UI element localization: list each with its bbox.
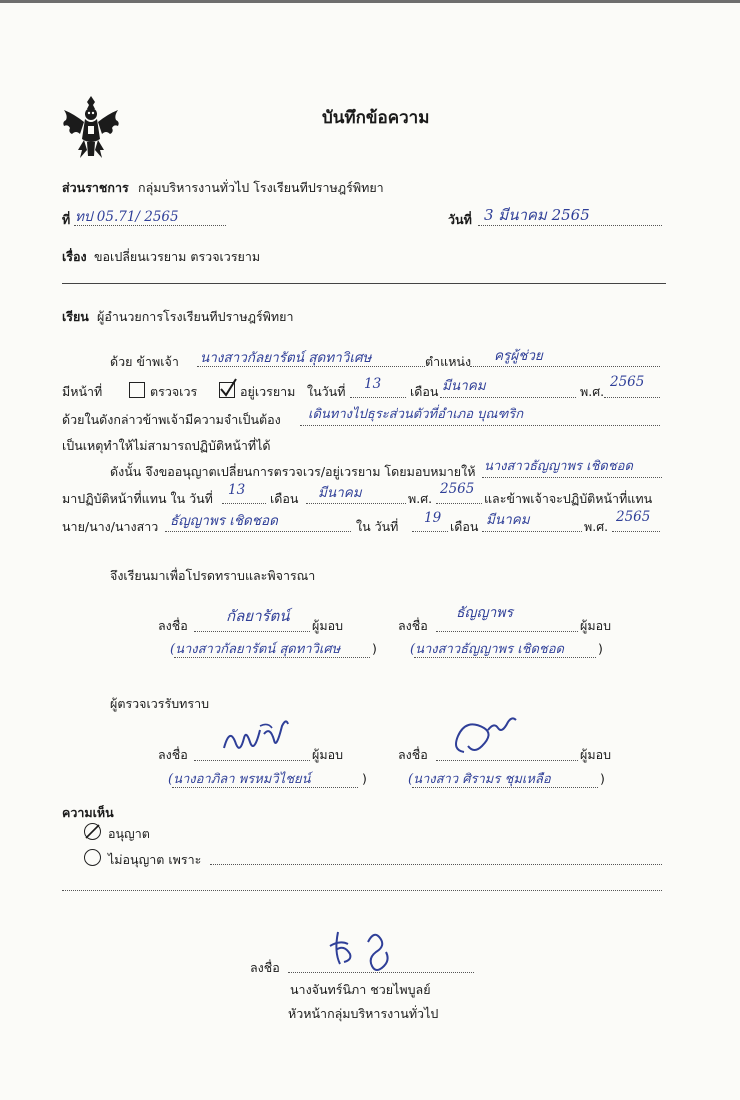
ret-month-label: เดือน	[450, 519, 479, 534]
reason: เดินทางไปธุระส่วนตัวที่อำเภอ บุณฑริก	[308, 407, 524, 422]
month: มีนาคม	[442, 378, 486, 394]
cannot-text: เป็นเหตุทำให้ไม่สามารถปฏิบัติหน้าที่ได้	[62, 438, 271, 453]
sub-suffix: และข้าพเจ้าจะปฏิบัติหน้าที่แทน	[484, 491, 653, 506]
inspect-checkbox[interactable]	[129, 382, 145, 398]
s3-printed-name: (นางอาภิลา พรหมวิไชยน์	[168, 772, 311, 787]
s4-sign-label: ลงชื่อ	[398, 747, 428, 762]
ret-on: ใน วันที่	[356, 519, 399, 534]
year-label: พ.ศ.	[580, 384, 605, 399]
agency-value: กลุ่มบริหารงานทั่วไป โรงเรียนทีปราษฎร์พิทยา	[138, 180, 384, 195]
p1-position-label: ตำแหน่ง	[425, 354, 472, 369]
memo-title: บันทึกข้อความ	[322, 108, 430, 128]
p2-prefix: ดังนั้น จึงขออนุญาตเปลี่ยนการตรวจเวร/อยู่เวรยาม โดยมอบหมายให้	[110, 464, 476, 479]
s2-giver-label: ผู้มอบ	[580, 618, 612, 633]
sub-year: 2565	[440, 481, 475, 497]
closing-text: จึงเรียนมาเพื่อโปรดทราบและพิจารณา	[110, 568, 316, 583]
p1-name: นางสาวกัลยารัตน์ สุดทาวิเศษ	[200, 350, 372, 366]
s3-sign-label: ลงชื่อ	[158, 747, 188, 762]
p1-position-dotline	[470, 366, 660, 367]
ret-name-dotline	[165, 531, 351, 532]
salutation-label: เรียน	[62, 309, 89, 324]
s1-signature: กัลยารัตน์	[226, 607, 290, 625]
header-separator	[62, 283, 666, 284]
garuda-emblem-icon	[60, 92, 122, 162]
ret-day: 19	[424, 510, 442, 526]
p1-position: ครูผู้ช่วย	[494, 348, 543, 364]
on-day-dotline	[350, 397, 406, 398]
ret-month-dotline	[482, 531, 582, 532]
duty-label: มีหน้าที่	[62, 384, 103, 399]
footer-sign-dotline	[288, 972, 474, 973]
p1-name-dotline	[197, 366, 425, 367]
inspector-label: ผู้ตรวจเวรรับทราบ	[110, 696, 210, 711]
approve-label: อนุญาต	[108, 826, 150, 841]
sub-prefix: มาปฏิบัติหน้าที่แทน ใน วันที่	[62, 491, 213, 506]
sub-month: มีนาคม	[318, 485, 362, 501]
approve-radio[interactable]	[84, 823, 101, 840]
footer-position: หัวหน้ากลุ่มบริหารงานทั่วไป	[288, 1006, 439, 1021]
s2-printed-name: (นางสาวธัญญาพร เชิดชอด	[410, 642, 564, 657]
check-mark-icon	[218, 377, 240, 399]
s4-sign-dotline	[436, 760, 578, 761]
p2-name-dotline	[482, 477, 662, 478]
s1-name-dotline	[174, 657, 370, 658]
s4-name-dotline	[412, 787, 598, 788]
s3-close: )	[362, 771, 367, 786]
s1-giver-label: ผู้มอบ	[312, 618, 344, 633]
deny-radio[interactable]	[84, 849, 101, 866]
footer-sign-label: ลงชื่อ	[250, 960, 280, 975]
s1-sign-label: ลงชื่อ	[158, 618, 188, 633]
ref-dotline	[74, 225, 226, 226]
on-day-label: ในวันที่	[307, 384, 346, 399]
month-dotline	[440, 397, 576, 398]
s1-sign-dotline	[194, 631, 310, 632]
p2-name: นางสาวธัญญาพร เชิดชอด	[484, 459, 633, 474]
p1-prefix: ด้วย ข้าพเจ้า	[110, 354, 179, 369]
guard-label: อยู่เวรยาม	[240, 384, 296, 399]
s2-name-dotline	[414, 657, 596, 658]
subject-value: ขอเปลี่ยนเวรยาม ตรวจเวรยาม	[94, 249, 261, 264]
sub-month-label: เดือน	[270, 491, 299, 506]
ref-value: ทป 05.71/ 2565	[75, 209, 179, 225]
ret-name: ธัญญาพร เชิดชอด	[170, 513, 278, 529]
slash-mark-icon	[83, 822, 102, 841]
s2-sign-dotline	[436, 631, 578, 632]
deny-reason-dotline	[210, 864, 662, 865]
s3-giver-label: ผู้มอบ	[312, 747, 344, 762]
deny-label: ไม่อนุญาต เพราะ	[108, 852, 202, 867]
date-label: วันที่	[448, 212, 472, 227]
opinion-heading: ความเห็น	[62, 805, 114, 820]
reason-dotline	[300, 425, 660, 426]
subject-label: เรื่อง	[62, 249, 87, 264]
s2-signature: ธัญญาพร	[456, 605, 514, 621]
s3-name-dotline	[172, 787, 358, 788]
s3-signature-scribble	[206, 718, 306, 764]
date-value: 3 มีนาคม 2565	[484, 206, 590, 224]
salutation-value: ผู้อำนวยการโรงเรียนทีปราษฎร์พิทยา	[97, 309, 294, 324]
s4-giver-label: ผู้มอบ	[580, 747, 612, 762]
deny-reason-dotline-2	[62, 890, 662, 891]
year: 2565	[610, 374, 645, 390]
ret-year-dotline	[612, 531, 660, 532]
footer-signature-scribble	[316, 922, 416, 976]
year-dotline	[604, 397, 660, 398]
on-day: 13	[364, 376, 382, 392]
ret-year-label: พ.ศ.	[584, 519, 609, 534]
ref-label: ที่	[62, 212, 71, 227]
s1-close: )	[372, 641, 377, 656]
agency-label: ส่วนราชการ	[62, 180, 129, 195]
ret-day-dotline	[412, 531, 448, 532]
sub-day: 13	[228, 482, 246, 498]
guard-checkbox[interactable]	[219, 382, 235, 398]
s2-close: )	[598, 641, 603, 656]
scan-edge	[0, 0, 740, 3]
sub-month-dotline	[306, 503, 406, 504]
reason-prefix: ด้วยในดังกล่าวข้าพเจ้ามีความจำเป็นต้อง	[62, 412, 281, 427]
ret-month: มีนาคม	[486, 512, 530, 528]
footer-name: นางจันทร์นิภา ชวยไพบูลย์	[290, 982, 431, 997]
s1-printed-name: (นางสาวกัลยารัตน์ สุดทาวิเศษ	[170, 642, 341, 657]
date-dotline	[478, 225, 662, 226]
s4-printed-name: (นางสาว ศิรามร ชุมเหลือ	[408, 772, 551, 787]
sub-year-label: พ.ศ.	[408, 491, 433, 506]
month-label: เดือน	[410, 384, 439, 399]
s4-signature-scribble	[440, 712, 530, 760]
s4-close: )	[600, 771, 605, 786]
sub-day-dotline	[222, 503, 266, 504]
s2-sign-label: ลงชื่อ	[398, 618, 428, 633]
ret-year: 2565	[616, 509, 651, 525]
s3-sign-dotline	[194, 760, 310, 761]
sub-year-dotline	[436, 503, 482, 504]
title-options: นาย/นาง/นางสาว	[62, 519, 159, 534]
inspect-label: ตรวจเวร	[150, 384, 198, 399]
